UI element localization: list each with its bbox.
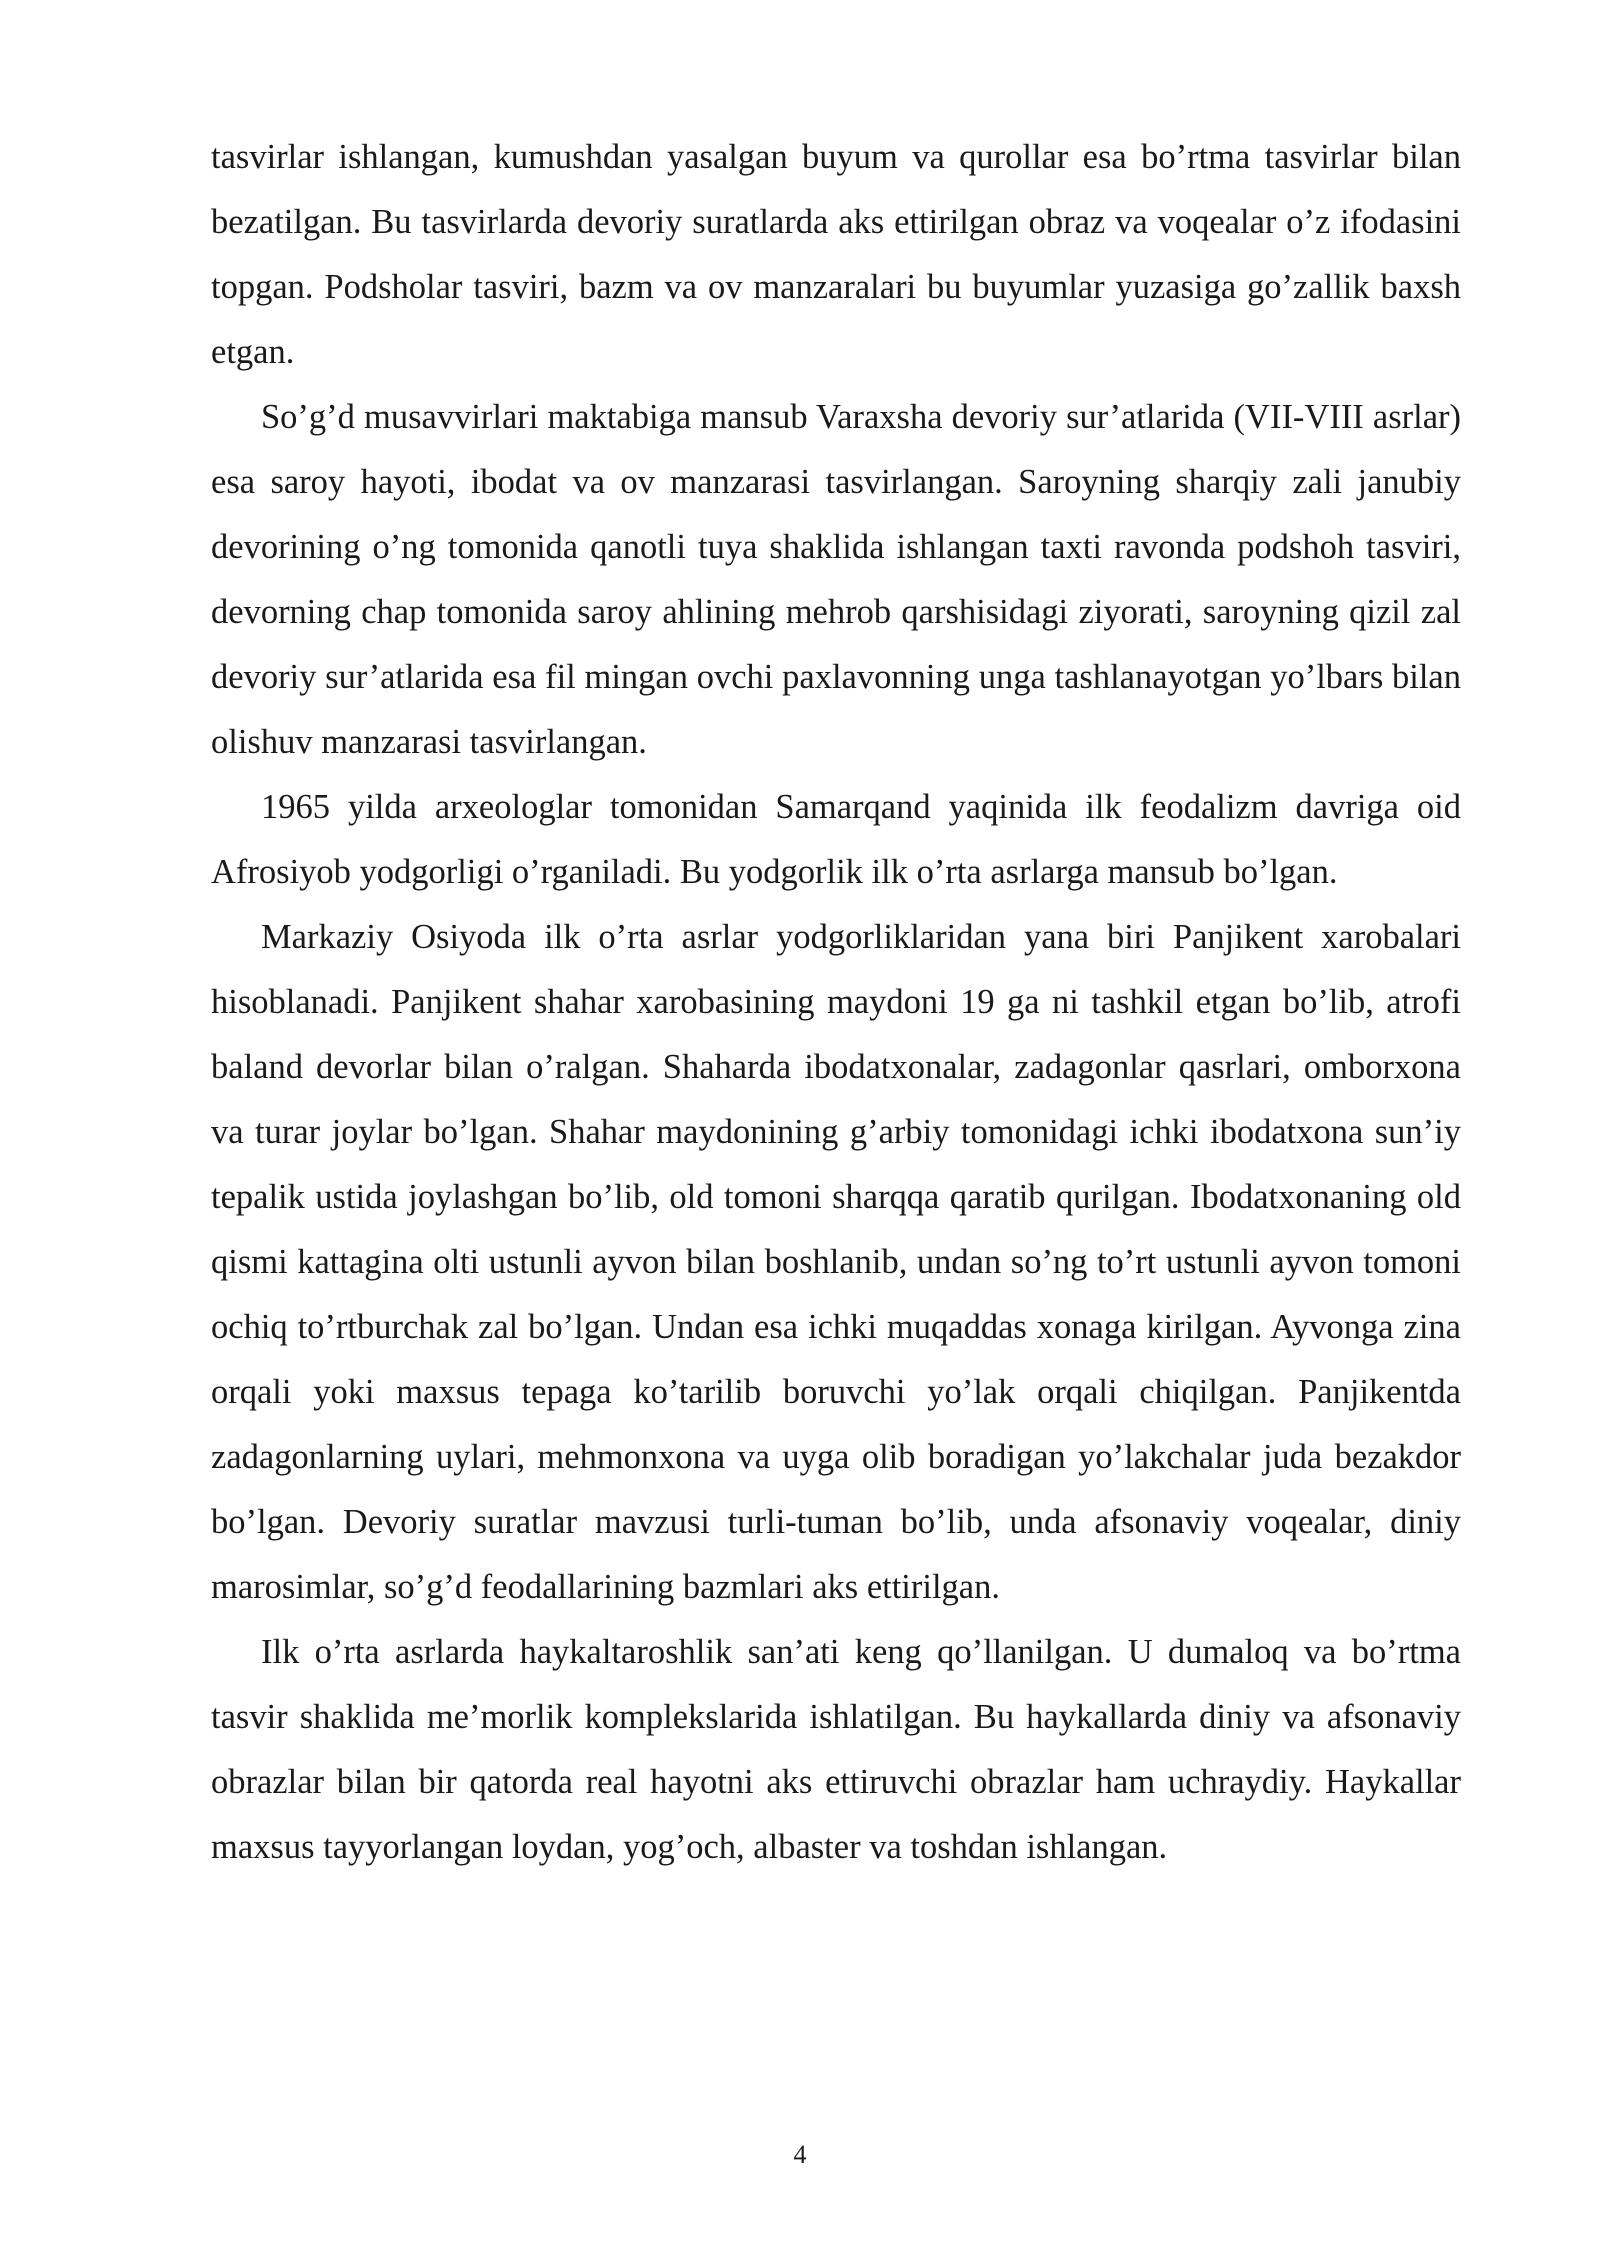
page-number: 4 — [793, 2140, 807, 2169]
paragraph-haykaltaroshlik: Ilk o’rta asrlarda haykaltaroshlik san’ati keng qo’llanilgan. U dumaloq va bo’rtma tasvir shaklida me’morlik komplekslarida ishlatilgan. Bu haykallarda diniy va afsonaviy obrazlar bilan bir qatorda real hayotni aks ettiruvchi obrazlar ham uchraydiy. Haykallar maxsus tayyorlangan loydan, yog’och, albaster va toshdan ishlangan. — [211, 1633, 1461, 1866]
paragraph-continued: tasvirlar ishlangan, kumushdan yasalgan buyum va qurollar esa bo’rtma tasvirlar bilan bezatilgan. Bu tasvirlarda devoriy suratlarda aks ettirilgan obraz va voqealar o’z ifodasini topgan. Podsholar tasviri, bazm va ov manzaralari bu buyumlar yuzasiga go’zallik baxsh etgan. — [211, 138, 1461, 371]
paragraph-afrosiyob: 1965 yilda arxeologlar tomonidan Samarqand yaqinida ilk feodalizm davriga oid Afrosiyob yodgorligi o’rganiladi. Bu yodgorlik ilk o’rta asrlarga mansub bo’lgan. — [211, 788, 1461, 891]
paragraph-varaxsha: So’g’d musavvirlari maktabiga mansub Varaxsha devoriy sur’atlarida (VII-VIII asrlar) esa saroy hayoti, ibodat va ov manzarasi tasvirlangan. Saroyning sharqiy zali janubiy devorining o’ng tomonida qanotli tuya shaklida ishlangan taxti ravonda podshoh tasviri, devorning chap tomonida saroy ahlining mehrob qarshisidagi ziyorati, saroyning qizil zal devoriy sur’atlarida esa fil mingan ovchi paxlavonning unga tashlanayotgan yo’lbars bilan olishuv manzarasi tasvirlangan. — [211, 398, 1461, 761]
body-text — [211, 125, 1461, 1880]
paragraph-panjikent: Markaziy Osiyoda ilk o’rta asrlar yodgorliklaridan yana biri Panjikent xarobalari hisoblanadi. Panjikent shahar xarobasining maydoni 19 ga ni tashkil etgan bo’lib, atrofi baland devorlar bilan o’ralgan. Shaharda ibodatxonalar, zadagonlar qasrlari, omborxona va turar joylar bo’lgan. Shahar maydonining g’arbiy tomonidagi ichki ibodatxona sun’iy tepalik ustida joylashgan bo’lib, old tomoni sharqqa qaratib qurilgan. Ibodatxonaning old qismi kattagina olti ustunli ayvon bilan boshlanib, undan so’ng to’rt ustunli ayvon tomoni ochiq to’rtburchak zal bo’lgan. Undan esa ichki muqaddas xonaga kirilgan. Ayvonga zina orqali yoki maxsus tepaga ko’tarilib boruvchi yo’lak orqali chiqilgan. Panjikentda zadagonlarning uylari, mehmonxona va uyga olib boradigan yo’lakchalar juda bezakdor bo’lgan. Devoriy suratlar mavzusi turli-tuman bo’lib, unda afsonaviy voqealar, diniy marosimlar, so’g’d feodallarining bazmlari aks ettirilgan. — [211, 918, 1461, 1606]
